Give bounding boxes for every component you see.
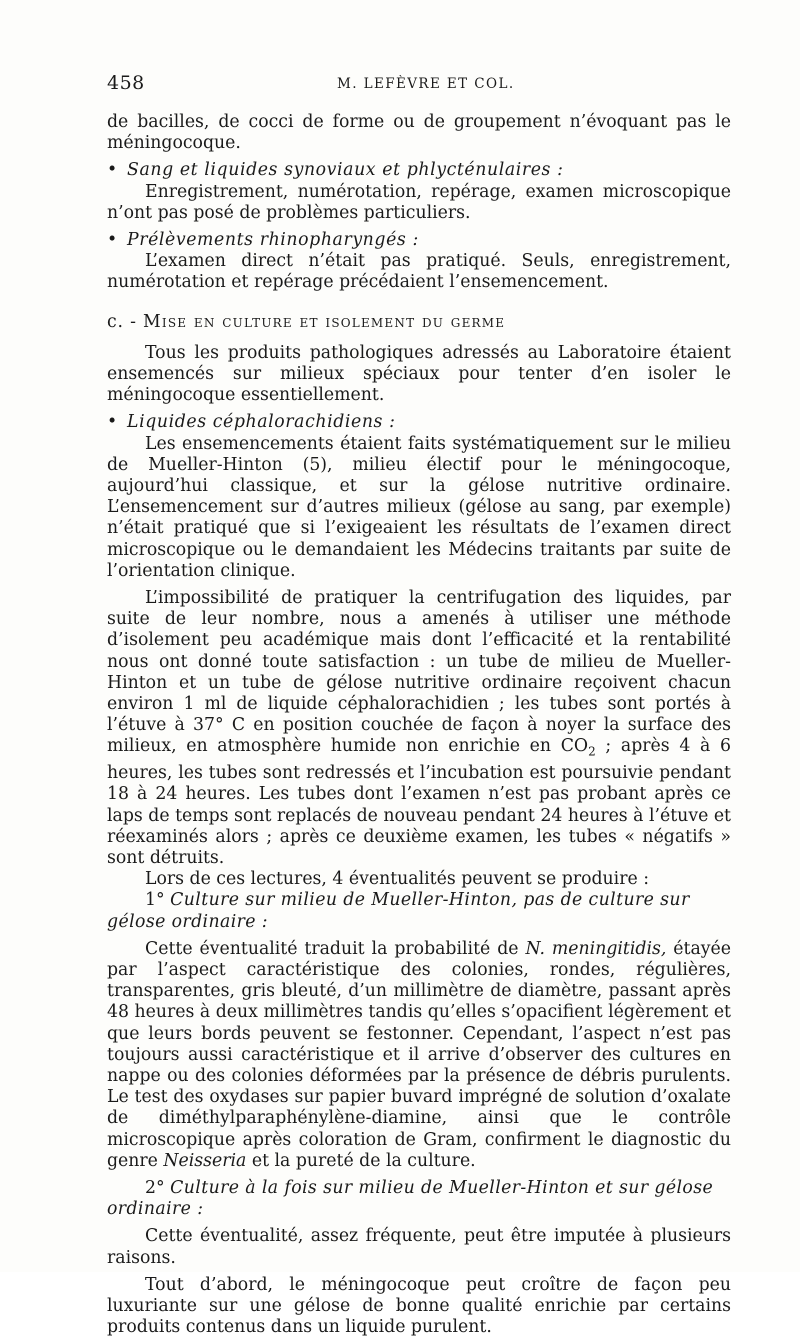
bullet-icon: • [107,412,118,433]
page-number: 458 [107,72,145,94]
page-header [107,72,727,96]
paragraph-impossibilite [107,588,731,869]
subheading-eventualite-1-number: 1° [145,890,171,911]
paragraph-impossibilite-part2: ; après 4 à 6 heures, les tubes sont redressés et l’incubation est poursuivie pendant 18 à 24 heures. Les tubes dont l’examen n’est pas probant après ce laps de temps sont replacés de nouveau pendant 24 heures à l’étuve et réexaminés alors ; après ce deuxième examen, les tubes « négatifs » sont détruits. [107,736,731,868]
paragraph-ensemencements: Les ensemencements étaient faits systématiquement sur le milieu de Mueller-Hinton (5), milieu électif pour le méningocoque, aujourd’hui classique, et sur la gélose nutritive ordinaire. L’ensemencement sur d’autres milieux (gélose au sang, par exemple) n’était pratiqué que si l’exigeaient les résultats de l’examen direct microscopique ou le demandaient les Médecins traitants par suite de l’orientation clinique. [107,433,731,581]
paragraph-eventualite-2: Cette éventualité, assez fréquente, peut être imputée à plusieurs raisons. [107,1226,731,1268]
paragraph-eventualite-1-part-a: Cette éventualité traduit la probabilité de [145,938,526,959]
bullet-icon: • [107,230,118,251]
section-heading-prefix: c. - [107,311,143,332]
species-name: N. meningitidis, [525,938,667,959]
page-body [107,112,731,1338]
paragraph-tout-d-abord: Tout d’abord, le méningocoque peut croître de façon peu luxuriante sur une gélose de bonne qualité enrichie par certains produits contenus dans un liquide purulent. [107,1274,731,1338]
subheading-sang-text: Sang et liquides synoviaux et phlycténulaires : [127,160,564,181]
paragraph-prelevements: L’examen direct n’était pas pratiqué. Seuls, enregistrement, numérotation et repérage précédaient l’ensemencement. [107,251,731,293]
paragraph-impossibilite-part1: L’impossibilité de pratiquer la centrifugation des liquides, par suite de leur nombre, nous a amenés à utiliser une méthode d’isolement peu académique mais dont l’efficacité et la rentabilité nous ont donné toute satisfaction : un tube de milieu de Mueller-Hinton et un tube de gélose nutritive ordinaire reçoivent chacun environ 1 ml de liquide céphalorachidien ; les tubes sont portés à l’étuve à 37° C en position couchée de façon à noyer la surface des milieux, en atmosphère humide non enrichie en CO [107,588,731,757]
subheading-liquides [107,412,731,433]
subheading-prelevements-text: Prélèvements rhinopharyngés : [127,230,419,251]
subheading-eventualite-1 [107,890,731,932]
paragraph-lors-de-ces-lectures: Lors de ces lectures, 4 éventualités peuvent se produire : [145,869,650,890]
subheading-eventualite-2-text: Culture à la fois sur milieu de Mueller-Hinton et sur gélose ordinaire : [107,1178,714,1220]
genus-name: Neisseria [163,1150,247,1171]
paragraph-sang: Enregistrement, numérotation, repérage, examen microscopique n’ont pas posé de problèmes particuliers. [107,181,731,223]
section-heading-title: Mise en culture et isolement du germe [143,311,506,332]
subheading-eventualite-1-text: Culture sur milieu de Mueller-Hinton, pas de culture sur gélose ordinaire : [107,890,690,932]
paragraph-continuation: de bacilles, de cocci de forme ou de groupement n’évoquant pas le méningocoque. [107,112,731,154]
co2-subscript: 2 [588,744,596,759]
subheading-sang [107,160,731,181]
paragraph-eventualite-1-part-b: étayée par l’aspect caractéristique des colonies, rondes, régulières, transparentes, gris bleuté, d’un millimètre de diamètre, passant après 48 heures à deux millimètres tandis qu’elles s’opacifient légèrement et que leurs bords peuvent se festonner. Cependant, l’aspect n’est pas toujours aussi caractéristique et il arrive d’observer des cultures en nappe ou des colonies déformées par la présence de débris purulents. Le test des oxydases sur papier buvard imprégné de solution d’oxalate de diméthylparaphénylène-diamine, ainsi que le contrôle microscopique après coloration de Gram, confirment le diagnostic du genre [107,938,731,1171]
subheading-eventualite-2 [107,1178,731,1220]
subheading-prelevements [107,230,731,251]
bullet-icon: • [107,160,118,181]
subheading-eventualite-2-number: 2° [145,1178,171,1198]
running-head: M. LEFÈVRE ET COL. [337,76,515,92]
subheading-liquides-text: Liquides céphalorachidiens : [127,412,396,433]
paragraph-tous-les-produits: Tous les produits pathologiques adressés au Laboratoire étaient ensemencés sur milieux spéciaux pour tenter d’en isoler le méningocoque essentiellement. [107,342,731,406]
section-heading-c [107,312,731,333]
paragraph-eventualite-1 [107,939,731,1172]
paragraph-eventualite-1-part-c: et la pureté de la culture. [246,1150,476,1171]
